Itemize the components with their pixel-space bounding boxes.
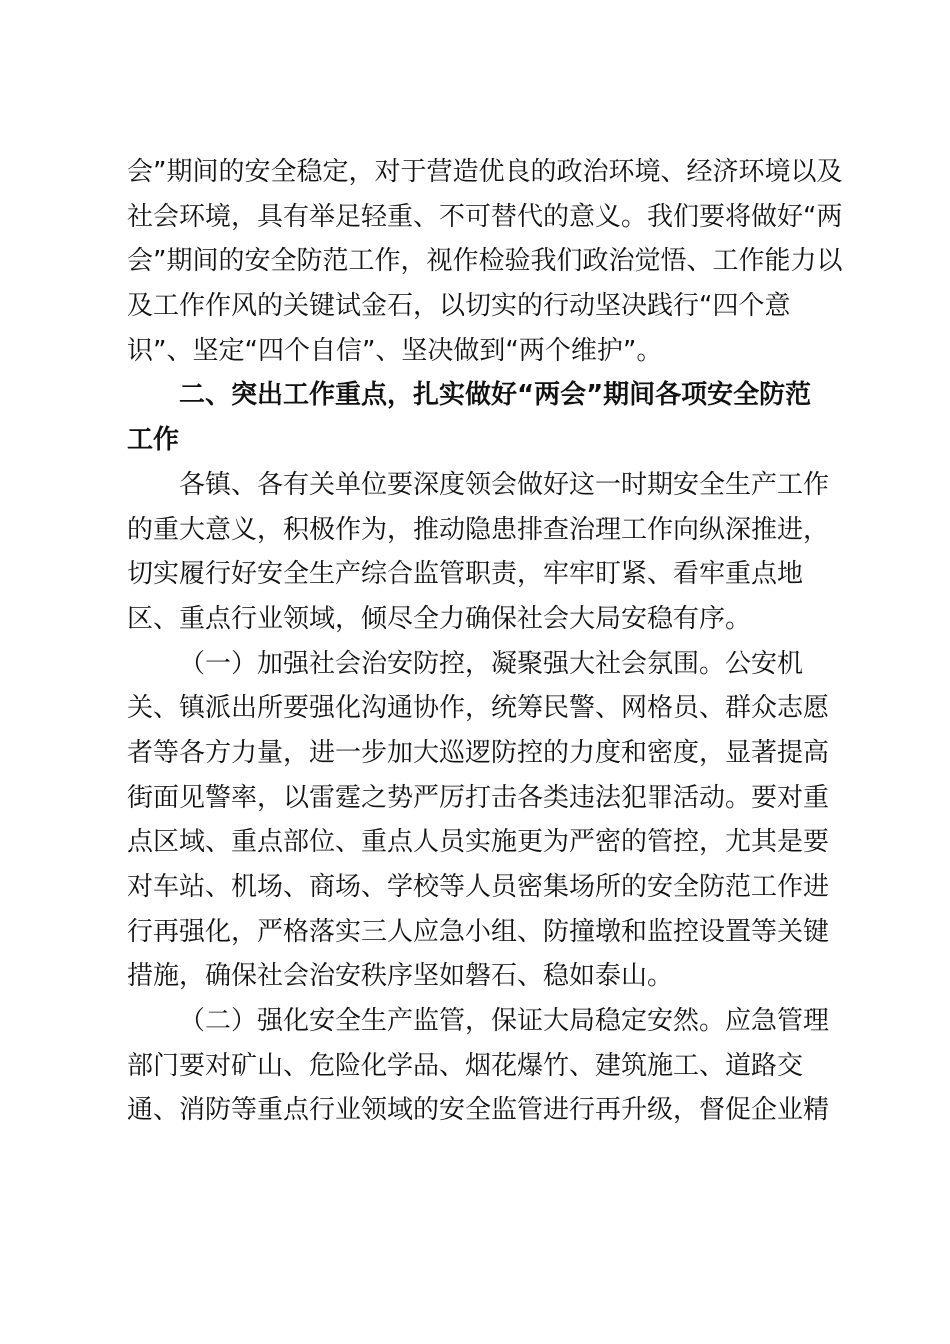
text-line: 的重大意义，积极作为，推动隐患排查治理工作向纵深推进， xyxy=(127,514,830,545)
text-line: 者等各方力量，进一步加大巡逻防控的力度和密度，显著提高 xyxy=(127,737,830,768)
text-line: 点区域、重点部位、重点人员实施更为严密的管控，尤其是要 xyxy=(127,827,830,858)
paragraph-start: 各镇、各有关单位要深度领会做好这一时期安全生产工作 xyxy=(179,469,830,500)
text-line: 及工作作风的关键试金石，以切实的行动坚决践行“四个意 xyxy=(127,291,791,322)
text-line: 会”期间的安全防范工作，视作检验我们政治觉悟、工作能力以 xyxy=(127,246,843,277)
text-line: 识”、坚定“四个自信”、坚决做到“两个维护”。 xyxy=(127,335,663,366)
document-body xyxy=(127,150,843,1133)
subsection-start: （二）强化安全生产监管，保证大局稳定安然。应急管理 xyxy=(179,1006,830,1037)
text-line: 措施，确保社会治安秩序坚如磐石、稳如泰山。 xyxy=(127,961,674,992)
section-heading: 二、突出工作重点，扎实做好“两会”期间各项安全防范 xyxy=(179,380,812,411)
text-line: 通、消防等重点行业领域的安全监管进行再升级，督促企业精 xyxy=(127,1095,830,1126)
text-line: 关、镇派出所要强化沟通协作，统筹民警、网格员、群众志愿 xyxy=(127,693,830,724)
text-line: 行再强化，严格落实三人应急小组、防撞墩和监控设置等关键 xyxy=(127,916,830,947)
text-line: 部门要对矿山、危险化学品、烟花爆竹、建筑施工、道路交 xyxy=(127,1050,804,1081)
text-line: 社会环境，具有举足轻重、不可替代的意义。我们要将做好“两 xyxy=(127,201,843,232)
text-line: 街面见警率，以雷霆之势严厉打击各类违法犯罪活动。要对重 xyxy=(127,782,830,813)
subsection-start: （一）加强社会治安防控，凝聚强大社会氛围。公安机 xyxy=(179,648,804,679)
text-line: 会”期间的安全稳定，对于营造优良的政治环境、经济环境以及 xyxy=(127,157,843,187)
text-line: 对车站、机场、商场、学校等人员密集场所的安全防范工作进 xyxy=(127,872,830,902)
text-line: 区、重点行业领域，倾尽全力确保社会大局安稳有序。 xyxy=(127,603,752,634)
section-heading-continued: 工作 xyxy=(127,425,180,456)
text-line: 切实履行好安全生产综合监管职责，牢牢盯紧、看牢重点地 xyxy=(127,559,804,590)
